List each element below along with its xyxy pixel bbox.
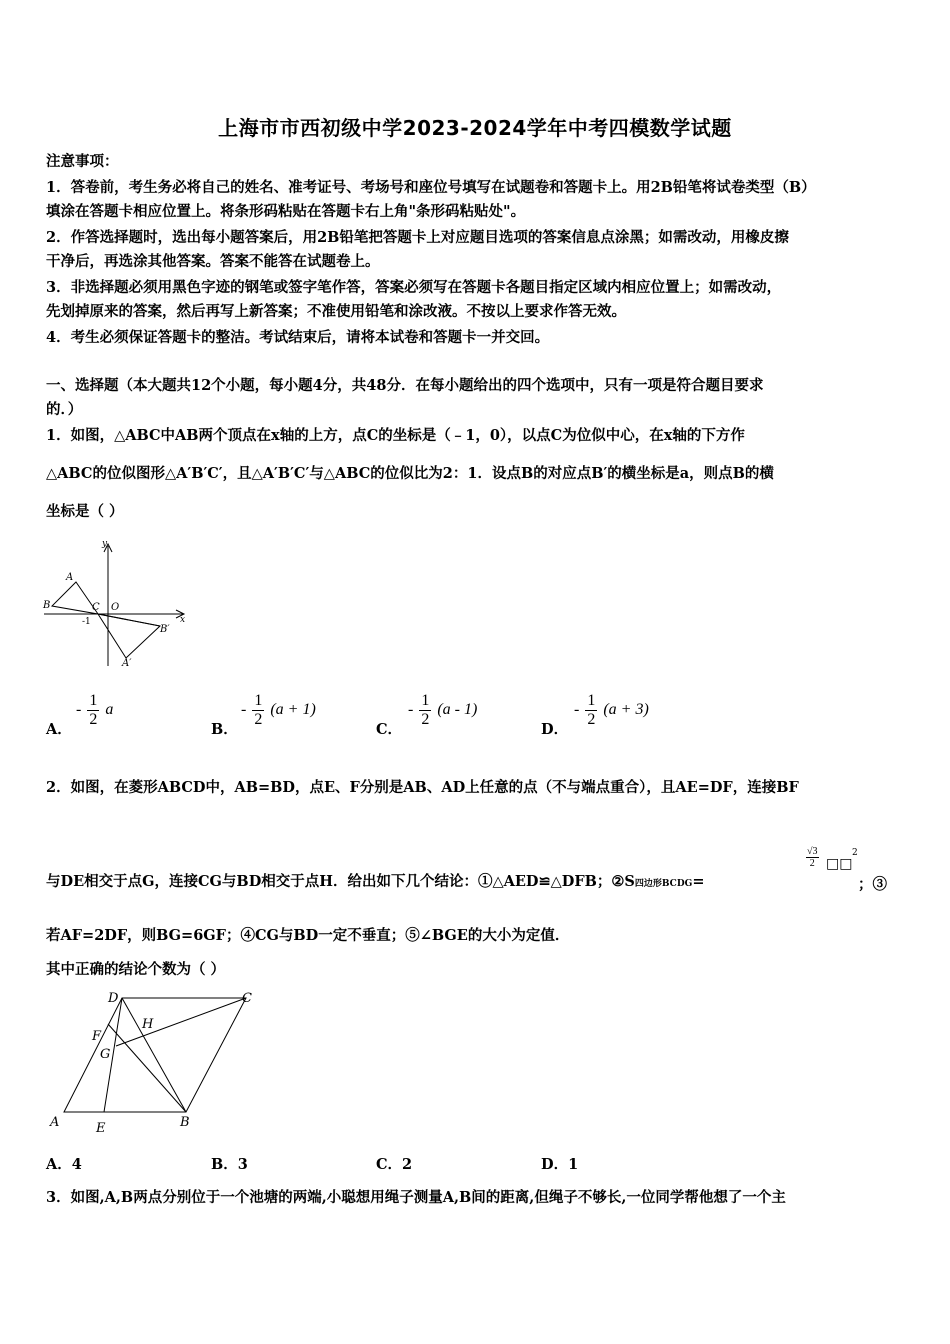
option-letter: C． xyxy=(376,1156,403,1173)
option-value: 4 xyxy=(71,1156,82,1173)
q3-text: 3．如图,A,B两点分别位于一个池塘的两端,小聪想用绳子测量A,B间的距离,但绳子不够长,一位同学帮他想了一个主 xyxy=(46,1189,786,1206)
formula-fraction xyxy=(585,692,597,729)
notice-line: 2．作答选择题时，选出每小题答案后，用2B铅笔把答题卡上对应题目选项的答案信息点涂黑；如需改动，用橡皮擦 xyxy=(46,229,789,246)
q1-text: 1．如图，△ABC中AB两个顶点在x轴的上方，点C的坐标是（﹣1，0），以点C为位似中心，在x轴的下方作 xyxy=(46,427,745,444)
option-letter: D． xyxy=(541,721,569,738)
q1-label-a: A xyxy=(66,572,74,583)
option-letter: B． xyxy=(211,721,238,738)
q2-option-a[interactable] xyxy=(46,1153,82,1174)
notice-line: 干净后，再选涂其他答案。答案不能答在试题卷上。 xyxy=(46,253,380,270)
page-title: 上海市市西初级中学2023-2024学年中考四模数学试题 xyxy=(218,116,732,140)
fraction-numerator: 1 xyxy=(587,692,596,709)
q2-text: 2．如图，在菱形ABCD中，AB=BD，点E、F分别是AB、AD上任意的点（不与端点重合），且AE=DF，连接BF xyxy=(46,779,799,796)
formula-tail: (a - 1) xyxy=(437,701,478,719)
notice-line: 4．考生必须保证答题卡的整洁。考试结束后，请将本试卷和答题卡一并交回。 xyxy=(46,329,550,346)
formula-sign: - xyxy=(408,701,414,719)
fraction-numerator: 1 xyxy=(421,692,430,709)
formula-tail: (a + 1) xyxy=(270,701,316,719)
formula-tail: (a + 3) xyxy=(603,701,649,719)
q2-option-b[interactable] xyxy=(211,1153,248,1174)
q1-label-neg1: -1 xyxy=(82,617,91,627)
formula-sign: - xyxy=(574,701,580,719)
formula-fraction xyxy=(419,692,431,729)
q1-option-d-formula xyxy=(574,692,649,729)
notice-heading: 注意事项： xyxy=(46,153,119,170)
fraction-numerator: 1 xyxy=(89,692,98,709)
q2-text-line2 xyxy=(46,870,906,896)
q2-figure xyxy=(46,988,262,1136)
q1-label-o: O xyxy=(111,602,120,613)
option-value: 1 xyxy=(568,1156,579,1173)
q1-option-b[interactable] xyxy=(211,718,238,739)
q1-label-aprime: A′ xyxy=(122,658,132,669)
q2-equals: = xyxy=(692,873,705,890)
section-heading: 一、选择题（本大题共12个小题，每小题4分，共48分．在每小题给出的四个选项中，只有一项是符合题目要求 xyxy=(46,377,764,394)
fraction-denominator: 2 xyxy=(254,711,263,728)
fraction-denominator: 2 xyxy=(89,711,98,728)
q2-fraction xyxy=(806,846,819,869)
formula-sign: - xyxy=(76,701,82,719)
q2-label-h: H xyxy=(142,1017,154,1032)
q2-label-c: C xyxy=(242,991,252,1006)
option-letter: A． xyxy=(46,721,72,738)
q2-text: 其中正确的结论个数为（ ） xyxy=(46,961,226,978)
q1-label-bprime: B′ xyxy=(160,624,170,635)
q2-superscript: 2 xyxy=(852,848,858,858)
notice-line: 1．答卷前，考生务必将自己的姓名、准考证号、考场号和座位号填写在试题卷和答题卡上。用2B铅笔将试卷类型（B） xyxy=(46,179,816,196)
q1-option-d[interactable] xyxy=(541,718,568,739)
option-letter: C． xyxy=(376,721,403,738)
notice-line: 填涂在答题卡相应位置上。将条形码粘贴在答题卡右上角"条形码粘贴处"。 xyxy=(46,203,526,220)
q1-option-c-formula xyxy=(408,692,477,729)
option-letter: D． xyxy=(541,1156,569,1173)
fraction-numerator: 1 xyxy=(254,692,263,709)
fraction-denominator: 2 xyxy=(587,711,596,728)
option-value: 2 xyxy=(402,1156,413,1173)
q2-option-d[interactable] xyxy=(541,1153,578,1174)
q2-label-a: A xyxy=(50,1115,60,1130)
q1-text: △ABC的位似图形△A′B′C′，且△A′B′C′与△ABC的位似比为2：1．设点B的对应点B′的横坐标是a，则点B的横 xyxy=(46,465,774,482)
section-heading-cont: 的．） xyxy=(46,401,83,418)
q2-label-f: F xyxy=(92,1029,102,1044)
formula-sign: - xyxy=(241,701,247,719)
q1-figure xyxy=(40,538,190,670)
formula-fraction xyxy=(87,692,99,729)
q1-option-a[interactable] xyxy=(46,718,72,739)
q1-label-b: B xyxy=(43,600,51,611)
q1-option-c[interactable] xyxy=(376,718,402,739)
q2-label-e: E xyxy=(96,1121,106,1136)
notice-line: 3．非选择题必须用黑色字迹的钢笔或签字笔作答，答案必须写在答题卡各题目指定区域内相应位置上；如需改动， xyxy=(46,279,782,296)
q1-label-c: C xyxy=(92,602,100,613)
q2-text: 若AF=2DF，则BG=6GF；④CG与BD一定不垂直；⑤∠BGE的大小为定值． xyxy=(46,927,570,944)
q2-text-end: ；③ xyxy=(858,876,887,893)
fraction-numerator: √3 xyxy=(807,846,818,857)
q1-label-y: y xyxy=(102,539,108,549)
q2-label-b: B xyxy=(180,1115,190,1130)
q2-missing-glyphs: □□ xyxy=(826,856,853,872)
q2-subscript: 四边形BCDG xyxy=(634,879,693,889)
q1-text: 坐标是（ ） xyxy=(46,503,124,520)
q1-label-x: x xyxy=(180,615,186,625)
q2-label-g: G xyxy=(100,1047,111,1062)
q1-option-a-formula xyxy=(76,692,113,729)
q1-option-b-formula xyxy=(241,692,316,729)
notice-line: 先划掉原来的答案，然后再写上新答案；不准使用铅笔和涂改液。不按以上要求作答无效。 xyxy=(46,303,626,320)
q2-label-d: D xyxy=(108,991,119,1006)
option-value: 3 xyxy=(237,1156,248,1173)
formula-tail: a xyxy=(105,701,114,719)
option-letter: A． xyxy=(46,1156,72,1173)
formula-fraction xyxy=(252,692,264,729)
fraction-denominator: 2 xyxy=(421,711,430,728)
q2-text-part: 与DE相交于点G，连接CG与BD相交于点H．给出如下几个结论：①△AED≌△DFB；②S xyxy=(46,873,635,890)
fraction-denominator: 2 xyxy=(809,858,815,869)
option-letter: B． xyxy=(211,1156,238,1173)
q2-option-c[interactable] xyxy=(376,1153,412,1174)
